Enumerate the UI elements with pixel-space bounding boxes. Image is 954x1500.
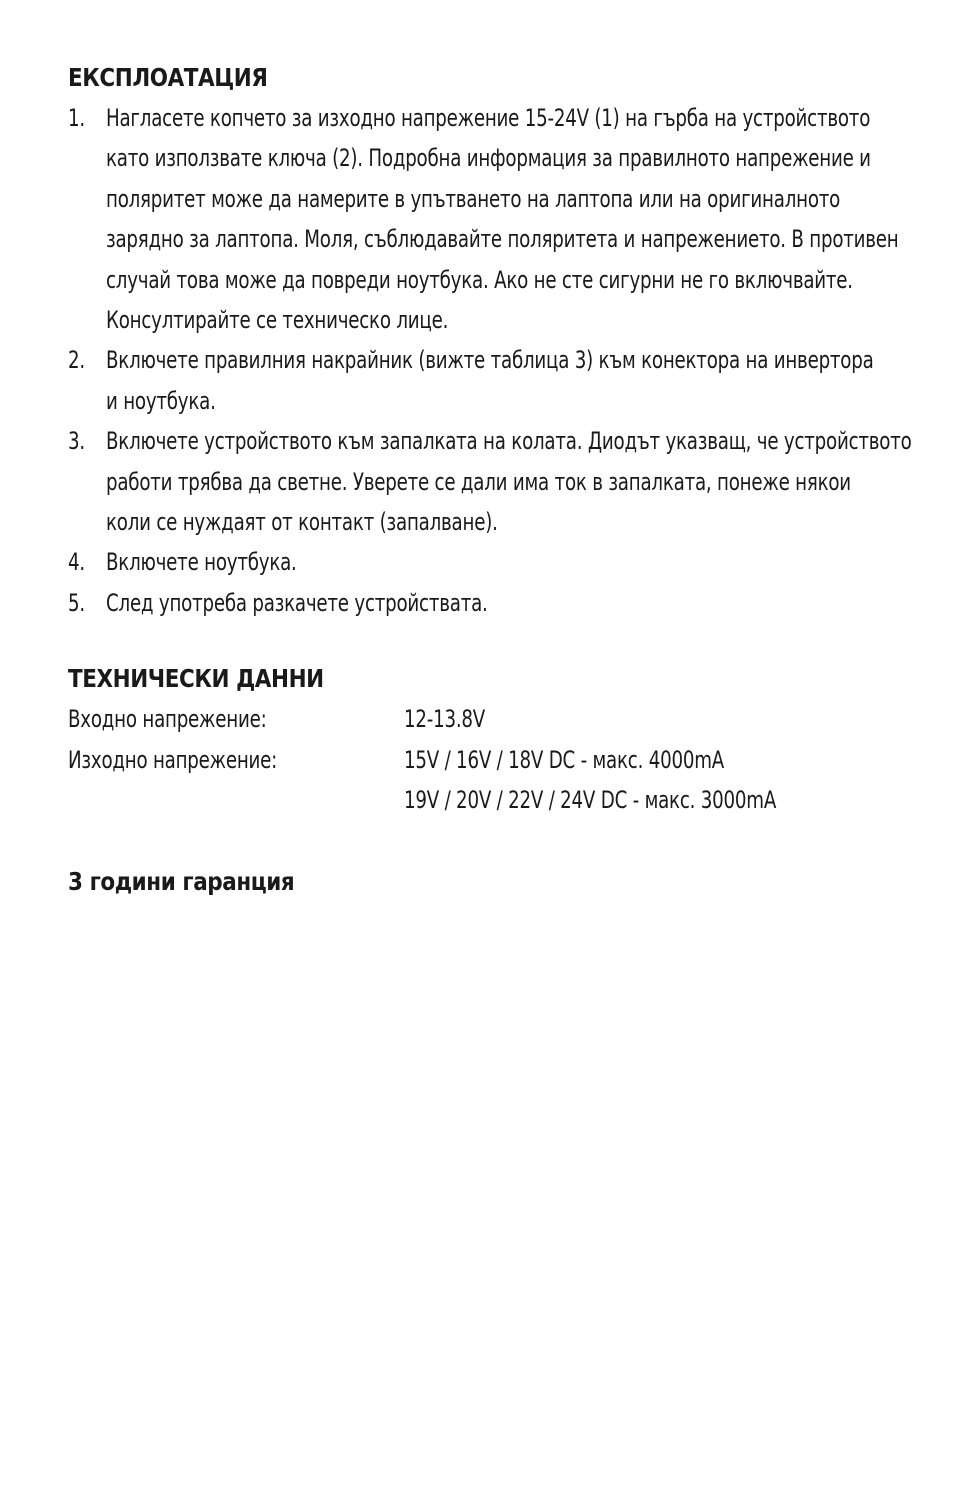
spec-label: Входно напрежение: [68,705,267,734]
step-number: 2. [68,346,85,375]
step-line: зарядно за лаптопа. Моля, съблюдавайте поляритета и напрежението. В противен [106,225,899,254]
spec-values [404,740,894,821]
step-item [68,421,912,542]
manual-page [68,58,912,902]
step-text [106,583,608,623]
warranty-text: 3 години гаранция [68,866,295,896]
spec-value: 19V / 20V / 22V / 24V DC - макс. 3000mA [404,786,777,815]
step-line: Включете ноутбука. [106,548,297,577]
spec-label: Изходно напрежение: [68,745,278,774]
step-line: Консултирайте се техническо лице. [106,306,449,335]
step-line: коли се нуждаят от контакт (запалване). [106,508,498,537]
step-line: работи трябва да светне. Уверете се дали има ток в запалката, понеже някои [106,467,851,496]
operation-steps [68,98,912,623]
step-line: случай това може да повреди ноутбука. Ако не сте сигурни не го включвайте. [106,265,853,294]
step-text [106,98,954,340]
step-text [106,421,954,542]
step-item [68,583,898,623]
operation-heading: ЕКСПЛОАТАЦИЯ [68,63,268,92]
step-line: като използвате ключа (2). Подробна информация за правилното напрежение и [106,144,871,173]
spec-value: 12-13.8V [404,705,486,734]
spec-row-output-voltage [68,740,898,821]
step-line: и ноутбука. [106,386,216,415]
step-line: Нагласете копчето за изходно напрежение 15-24V (1) на гърба на устройството [106,104,871,132]
technical-heading: ТЕХНИЧЕСКИ ДАННИ [68,664,324,694]
step-number: 1. [68,104,85,132]
spec-row-input-voltage [68,699,898,739]
step-line: поляритет може да намерите в упътването на лаптопа или на оригиналното [106,184,841,213]
section-spacer [68,623,898,659]
step-number: 4. [68,548,85,577]
step-line: Включете правилния накрайник (вижте таблица 3) към конектора на инвертора [106,346,874,375]
spec-values [404,699,511,739]
step-text [106,542,357,582]
spec-value: 15V / 16V / 18V DC - макс. 4000mA [404,745,725,774]
section-spacer [68,821,898,862]
step-item [68,98,898,340]
step-number: 5. [68,588,85,617]
technical-specs [68,699,898,820]
step-text [106,340,954,421]
step-number: 3. [68,427,85,456]
step-line: Включете устройството към запалката на колата. Диодът указващ, че устройството [106,427,912,456]
step-item [68,340,898,421]
step-item [68,542,898,582]
step-line: След употреба разкачете устройствата. [106,588,488,617]
